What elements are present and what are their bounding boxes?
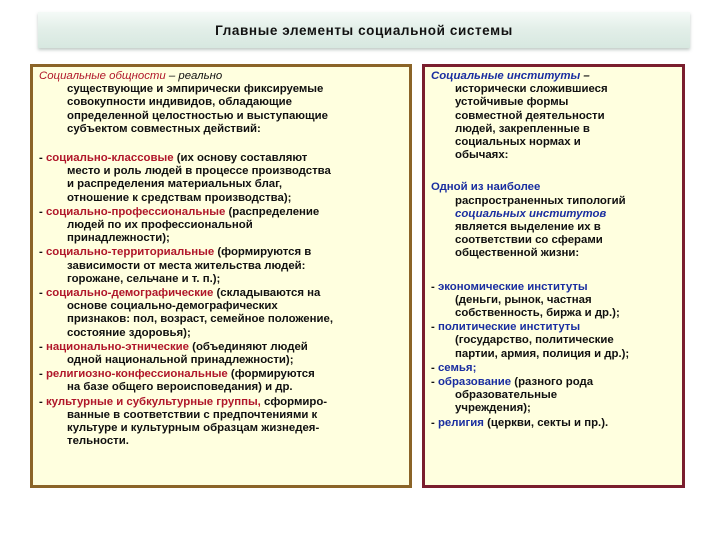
community-item-term: социально-территориальные (45, 246, 215, 259)
institution-item (431, 417, 676, 430)
community-item (39, 246, 401, 286)
typology-line: соответствии со сферами (455, 234, 603, 247)
community-item-text: (объединяют людей (189, 340, 308, 353)
communities-definition-line: совокупности индивидов, обладающие (67, 96, 292, 109)
list-bullet: - (39, 246, 46, 259)
community-item-line: горожане, сельчане и т. п.); (67, 272, 221, 285)
community-item-line: и распределения материальных благ, (67, 178, 283, 191)
list-bullet: - (431, 416, 438, 429)
community-item-text: (формируются (227, 368, 315, 381)
institution-item (431, 376, 676, 416)
typology-line: общественной жизни: (455, 247, 580, 260)
page-title: Главные элементы социальной системы (215, 22, 513, 38)
community-item-text: (распределение (225, 205, 320, 218)
list-bullet: - (39, 340, 46, 353)
typology-line: является выделение их в (455, 221, 601, 234)
community-item-line: место и роль людей в процессе производства (67, 165, 331, 178)
community-item-text: (складываются на (213, 287, 321, 300)
community-item-line: одной национальной принадлежности); (67, 354, 294, 367)
list-bullet: - (431, 280, 438, 293)
community-item (39, 368, 401, 394)
community-item-text: сформиро- (260, 395, 328, 408)
community-item-line: тельности. (67, 435, 129, 448)
list-bullet: - (39, 205, 46, 218)
institutions-definition-line: социальных нормах и (455, 136, 581, 149)
community-item-term: социально-классовые (45, 152, 174, 165)
communities-list (39, 152, 401, 448)
list-bullet: - (39, 368, 46, 381)
list-bullet: - (431, 376, 438, 389)
institution-item-term: политические институты (437, 321, 581, 334)
community-item-line: отношение к средствам производства); (67, 191, 292, 204)
community-item-line: признаков: пол, возраст, семейное положение, (67, 313, 334, 326)
institution-item-line: учреждения); (455, 402, 531, 415)
community-item-line: ванные в соответствии с предпочтениями к (67, 408, 318, 421)
communities-term: Социальные общности (39, 70, 166, 82)
institution-item-text: (церкви, секты и пр.). (483, 416, 609, 429)
institution-item-term: семья; (437, 361, 477, 374)
institutions-definition-line: исторически сложившиеся (455, 83, 608, 96)
communities-definition-line: существующие и эмпирически фиксируемые (67, 83, 324, 96)
typology-first-line: Одной из наиболее (431, 181, 541, 194)
institutions-definition-line: обычаях: (455, 149, 509, 162)
list-bullet: - (431, 321, 438, 334)
community-item-term: культурные и субкультурные группы, (45, 395, 261, 408)
typology-line: распространенных типологий (455, 194, 626, 207)
institution-item-text: (разного рода (511, 376, 594, 389)
institution-item (431, 362, 676, 375)
community-item-line: зависимости от места жительства людей: (67, 259, 306, 272)
institution-item-term: религия (437, 416, 484, 429)
list-bullet: - (39, 152, 46, 165)
communities-definition-line: субъектом совместных действий: (67, 122, 261, 135)
community-item-text: (формируются в (214, 246, 312, 259)
social-institutions-panel (422, 64, 685, 488)
communities-definition-first: – реально (165, 70, 223, 82)
institutions-definition (431, 70, 676, 162)
communities-definition-line: определенной целостностью и выступающие (67, 109, 328, 122)
institution-item-line: образовательные (455, 389, 558, 402)
social-communities-panel (30, 64, 412, 488)
title-banner (38, 12, 690, 48)
community-item-line: основе социально-демографических (67, 300, 278, 313)
community-item-line: людей по их профессиональной (67, 219, 253, 232)
community-item (39, 396, 401, 449)
community-item (39, 287, 401, 340)
institution-item (431, 281, 676, 321)
list-bullet: - (431, 361, 438, 374)
institution-item-line: (государство, политические (455, 334, 614, 347)
community-item-term: социально-профессиональные (45, 205, 226, 218)
institutions-definition-line: людей, закрепленные в (455, 122, 590, 135)
list-bullet: - (39, 287, 46, 300)
institutions-definition-line: устойчивые формы (455, 96, 569, 109)
community-item-line: культуре и культурным образцам жизнедея- (67, 422, 320, 435)
institutions-definition-line: совместной деятельности (455, 109, 605, 122)
community-item-term: социально-демографические (45, 287, 214, 300)
institution-item-line: собственность, биржа и др.); (455, 307, 620, 320)
institutions-definition-first: – (580, 70, 590, 82)
community-item-line: состояние здоровья); (67, 326, 191, 339)
institution-item-line: (деньги, рынок, частная (455, 293, 592, 306)
institutions-term: Социальные институты (431, 70, 581, 82)
communities-definition (39, 70, 401, 136)
community-item-term: религиозно-конфессиональные (45, 368, 228, 381)
institution-item (431, 321, 676, 361)
community-item (39, 152, 401, 205)
list-bullet: - (39, 395, 46, 408)
institution-item-term: экономические институты (437, 280, 588, 293)
community-item-term: национально-этнические (45, 340, 190, 353)
community-item (39, 206, 401, 246)
typology-paragraph (431, 181, 676, 260)
community-item (39, 341, 401, 367)
institution-item-term: образование (437, 376, 512, 389)
community-item-line: на базе общего вероисповедания) и др. (67, 381, 293, 394)
community-item-text: (их основу составляют (173, 152, 308, 165)
typology-term: социальных институтов (455, 207, 607, 220)
community-item-line: принадлежности); (67, 232, 170, 245)
institutions-list (431, 281, 676, 430)
institution-item-line: партии, армия, полиция и др.); (455, 347, 630, 360)
